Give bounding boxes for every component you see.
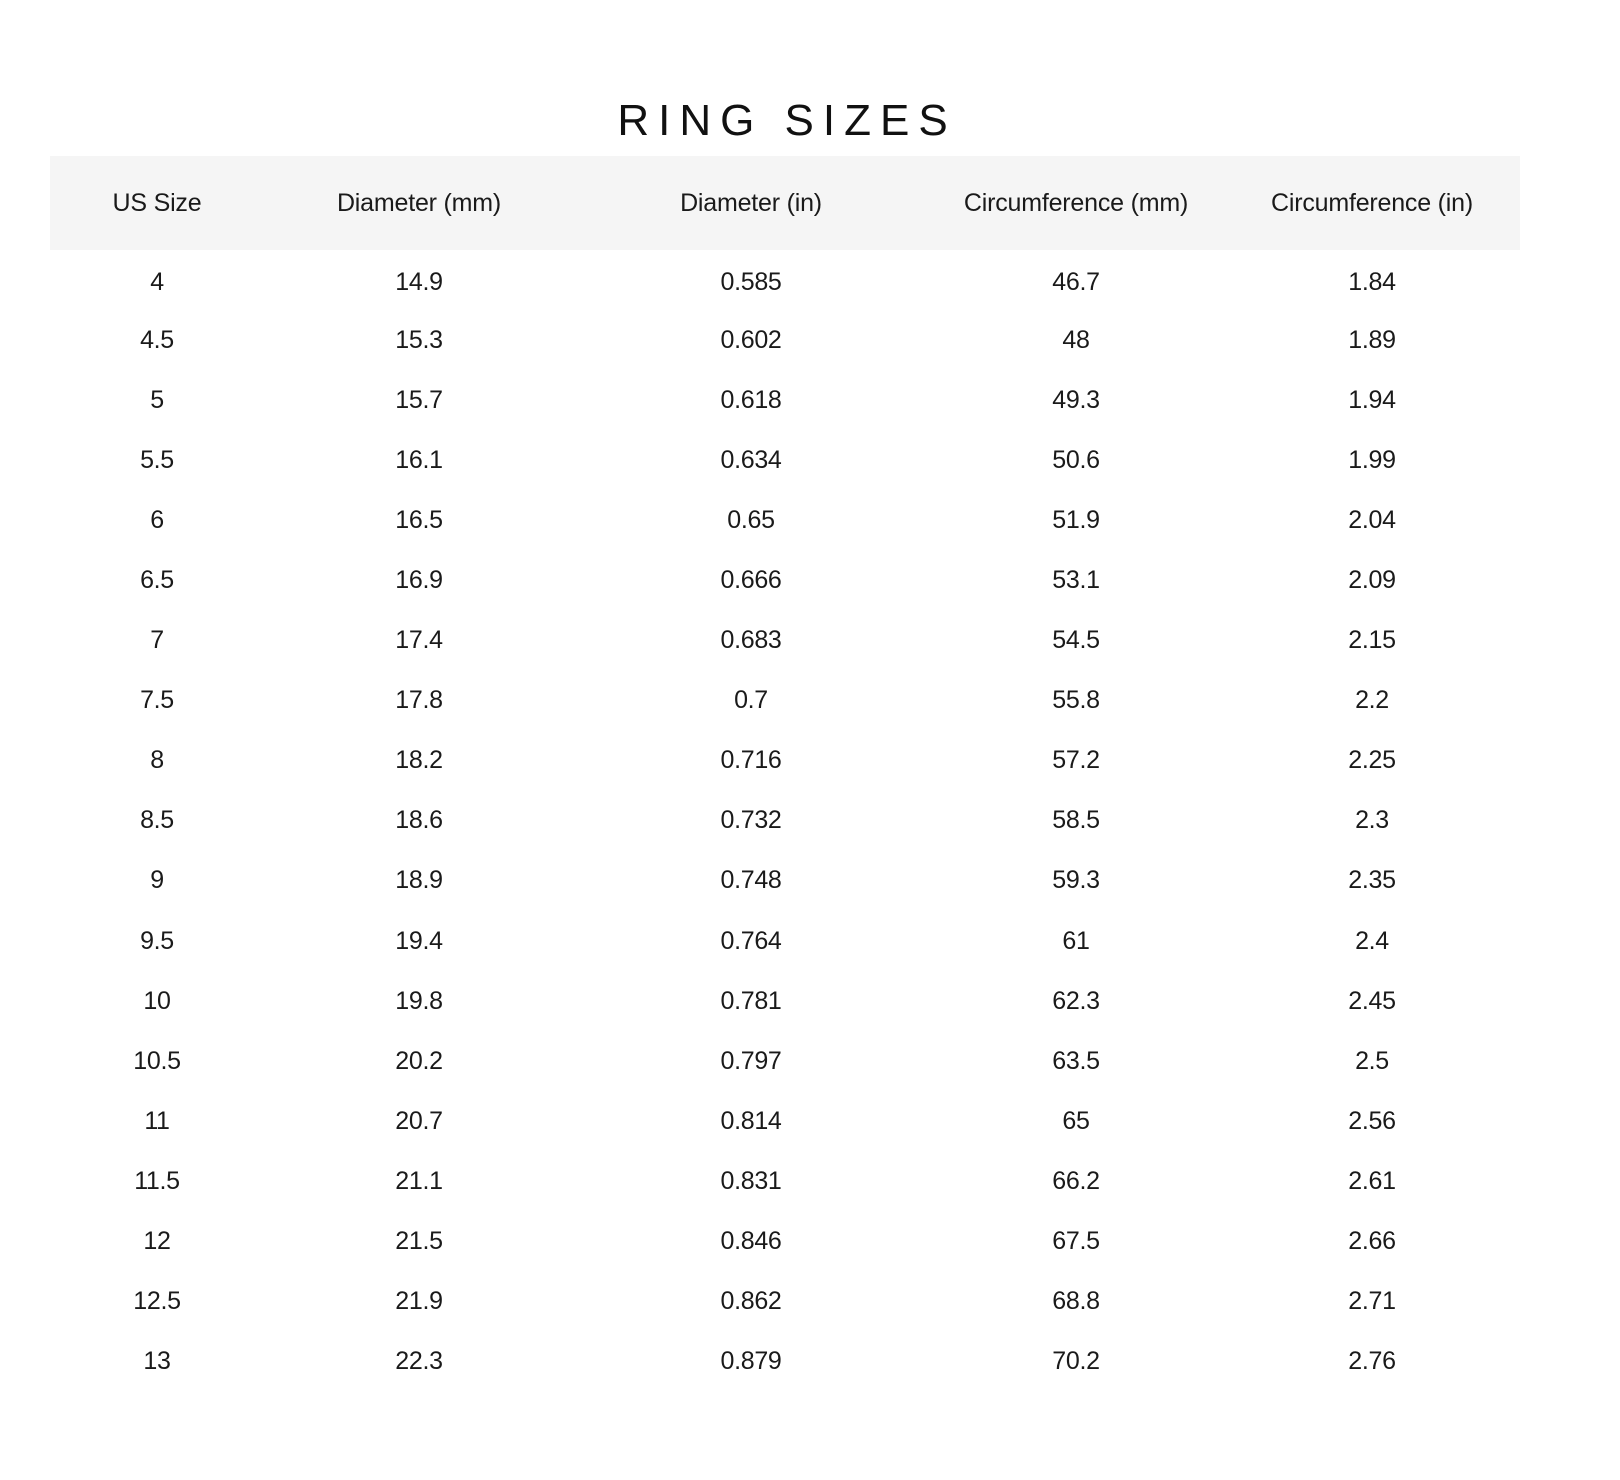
cell-us-size: 13 [143,1347,171,1376]
cell-circumference-in: 2.15 [1348,626,1396,655]
cell-circumference-mm: 70.2 [1052,1347,1100,1376]
table-row [50,550,1520,610]
table-row [50,731,1520,791]
cell-us-size: 4.5 [140,325,174,354]
table-row [50,851,1520,911]
cell-circumference-in: 1.89 [1348,325,1396,354]
cell-diameter-mm: 19.4 [395,926,443,955]
table-row [50,1272,1520,1332]
cell-circumference-in: 1.94 [1348,385,1396,414]
cell-circumference-in: 2.3 [1355,806,1389,835]
cell-diameter-mm: 21.9 [395,1287,443,1316]
cell-circumference-mm: 59.3 [1052,866,1100,895]
cell-circumference-in: 2.5 [1355,1046,1389,1075]
cell-us-size: 4 [150,267,164,296]
cell-circumference-mm: 48 [1062,325,1090,354]
cell-diameter-in: 0.7 [734,686,768,715]
cell-circumference-in: 2.09 [1348,566,1396,595]
cell-diameter-mm: 19.8 [395,986,443,1015]
cell-diameter-in: 0.781 [720,986,782,1015]
cell-circumference-in: 2.71 [1348,1287,1396,1316]
cell-circumference-mm: 46.7 [1052,267,1100,296]
cell-us-size: 11.5 [134,1166,180,1195]
table-row [50,1151,1520,1211]
header-diameter-mm: Diameter (mm) [336,188,502,217]
cell-diameter-in: 0.764 [720,926,782,955]
table-row [50,310,1520,370]
cell-circumference-mm: 67.5 [1052,1227,1100,1256]
cell-diameter-in: 0.602 [720,325,782,354]
table-row [50,430,1520,490]
cell-circumference-mm: 49.3 [1052,385,1100,414]
cell-us-size: 10.5 [133,1046,181,1075]
cell-us-size: 12.5 [133,1287,181,1316]
cell-diameter-in: 0.683 [720,626,782,655]
table-row [50,1091,1520,1151]
table-header [50,156,1520,250]
header-circumference-in: Circumference (in) [1270,188,1473,217]
cell-diameter-in: 0.585 [720,267,782,296]
cell-diameter-mm: 18.6 [395,806,443,835]
cell-circumference-mm: 57.2 [1052,746,1100,775]
table-row [50,490,1520,550]
cell-us-size: 8 [150,746,164,775]
cell-us-size: 6.5 [140,566,174,595]
table-body [50,250,1520,1392]
cell-circumference-in: 2.76 [1348,1347,1396,1376]
cell-circumference-mm: 51.9 [1052,505,1100,534]
cell-us-size: 5.5 [140,445,174,474]
cell-us-size: 7 [150,626,164,655]
cell-diameter-in: 0.831 [720,1166,782,1195]
cell-diameter-in: 0.716 [720,746,782,775]
cell-circumference-mm: 55.8 [1052,686,1100,715]
cell-circumference-mm: 50.6 [1052,445,1100,474]
cell-diameter-in: 0.666 [720,566,782,595]
cell-circumference-in: 2.56 [1348,1106,1396,1135]
cell-diameter-mm: 16.5 [395,505,443,534]
page-title: RING SIZES [617,96,957,146]
cell-diameter-mm: 15.7 [395,385,443,414]
cell-diameter-in: 0.732 [720,806,782,835]
cell-us-size: 5 [150,385,164,414]
cell-diameter-mm: 20.7 [395,1106,443,1135]
table-row [50,1212,1520,1272]
cell-diameter-in: 0.862 [720,1287,782,1316]
cell-circumference-in: 2.66 [1348,1227,1396,1256]
table-row [50,370,1520,430]
cell-circumference-in: 2.35 [1348,866,1396,895]
cell-circumference-in: 1.99 [1348,445,1396,474]
cell-us-size: 9 [150,866,164,895]
cell-circumference-in: 2.04 [1348,505,1396,534]
cell-diameter-mm: 18.9 [395,866,443,895]
cell-diameter-in: 0.846 [720,1227,782,1256]
cell-diameter-mm: 15.3 [395,325,443,354]
cell-circumference-mm: 61 [1062,926,1090,955]
header-us-size: US Size [112,188,202,217]
cell-circumference-in: 2.2 [1355,686,1389,715]
cell-us-size: 11 [144,1106,170,1135]
table-row [50,250,1520,310]
cell-diameter-in: 0.748 [720,866,782,895]
cell-circumference-in: 2.25 [1348,746,1396,775]
cell-diameter-in: 0.65 [727,505,775,534]
header-diameter-in: Diameter (in) [680,188,822,217]
cell-circumference-mm: 58.5 [1052,806,1100,835]
table-row [50,1332,1520,1392]
cell-diameter-mm: 16.9 [395,566,443,595]
cell-diameter-mm: 20.2 [395,1046,443,1075]
table-row [50,611,1520,671]
header-circumference-mm: Circumference (mm) [963,188,1189,217]
cell-us-size: 8.5 [140,806,174,835]
table-row [50,791,1520,851]
cell-diameter-mm: 18.2 [395,746,443,775]
cell-circumference-mm: 68.8 [1052,1287,1100,1316]
cell-us-size: 7.5 [140,686,174,715]
cell-diameter-mm: 22.3 [395,1347,443,1376]
cell-us-size: 9.5 [140,926,174,955]
cell-circumference-mm: 53.1 [1052,566,1100,595]
cell-circumference-in: 2.4 [1355,926,1389,955]
cell-diameter-mm: 21.5 [395,1227,443,1256]
cell-diameter-in: 0.814 [720,1106,782,1135]
cell-circumference-mm: 66.2 [1052,1166,1100,1195]
ring-size-table-container [50,156,1520,1392]
ring-size-table [50,156,1520,1392]
cell-us-size: 10 [143,986,171,1015]
cell-diameter-in: 0.618 [720,385,782,414]
cell-circumference-mm: 62.3 [1052,986,1100,1015]
cell-diameter-in: 0.634 [720,445,782,474]
cell-circumference-in: 1.84 [1348,267,1396,296]
cell-diameter-mm: 21.1 [395,1166,443,1195]
cell-circumference-in: 2.61 [1348,1166,1396,1195]
cell-diameter-in: 0.797 [720,1046,782,1075]
cell-us-size: 6 [150,505,164,534]
table-row [50,971,1520,1031]
cell-diameter-mm: 17.8 [395,686,443,715]
header-row [50,156,1520,250]
cell-us-size: 12 [143,1227,171,1256]
cell-circumference-mm: 65 [1062,1106,1090,1135]
table-row [50,911,1520,971]
cell-diameter-mm: 17.4 [395,626,443,655]
cell-circumference-mm: 63.5 [1052,1046,1100,1075]
table-row [50,1031,1520,1091]
cell-diameter-mm: 14.9 [395,267,443,296]
table-row [50,671,1520,731]
cell-diameter-in: 0.879 [720,1347,782,1376]
cell-circumference-mm: 54.5 [1052,626,1100,655]
cell-diameter-mm: 16.1 [395,445,443,474]
cell-circumference-in: 2.45 [1348,986,1396,1015]
